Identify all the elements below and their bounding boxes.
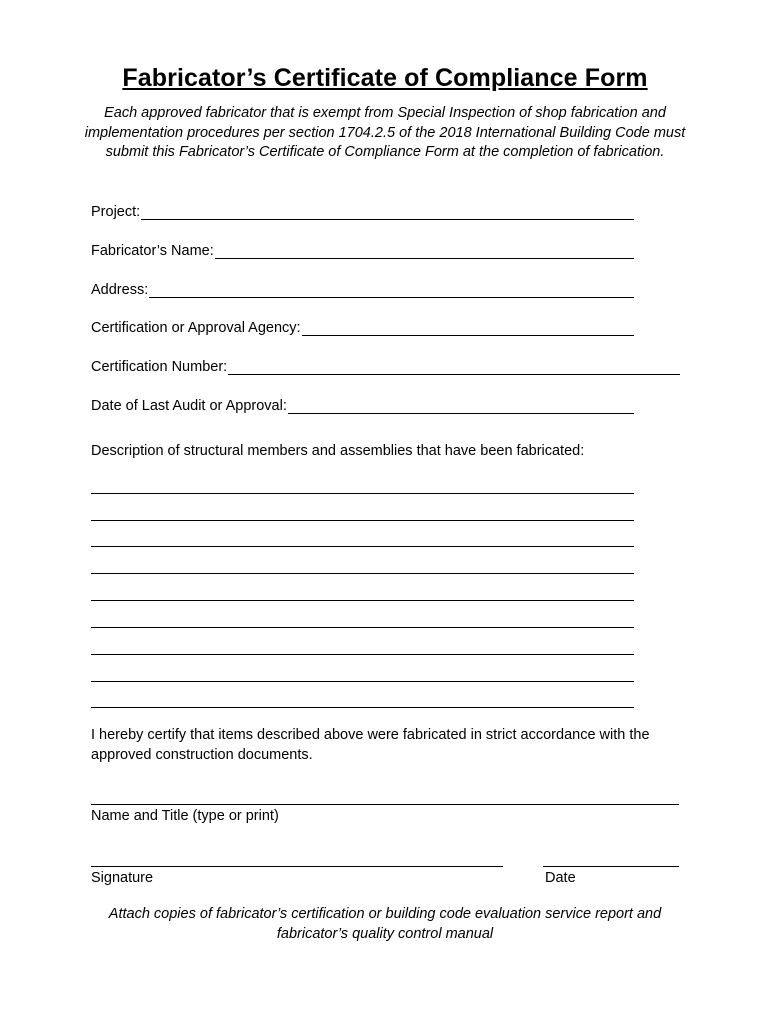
agency-input-line[interactable] — [302, 320, 634, 336]
description-line[interactable] — [91, 546, 634, 547]
attachment-note: Attach copies of fabricator’s certification or building code evaluation service report and fabricator’s quality control manual — [108, 906, 662, 942]
name-title-label: Name and Title (type or print) — [91, 808, 279, 824]
certification-statement: I hereby certify that items described above were fabricated in strict accordance with the approved construction documents. — [91, 727, 650, 763]
project-field[interactable] — [91, 200, 634, 220]
date-label: Date — [545, 870, 576, 886]
address-label: Address: — [91, 282, 149, 298]
audit-date-field[interactable] — [91, 394, 634, 414]
name-title-line[interactable] — [91, 804, 679, 805]
project-label: Project: — [91, 204, 141, 220]
date-line[interactable] — [543, 866, 679, 867]
signature-label: Signature — [91, 870, 154, 886]
description-line[interactable] — [91, 627, 634, 628]
cert-number-label: Certification Number: — [91, 359, 228, 375]
description-line[interactable] — [91, 520, 634, 521]
description-line[interactable] — [91, 600, 634, 601]
project-input-line[interactable] — [141, 204, 634, 220]
agency-field[interactable] — [91, 316, 634, 336]
description-line[interactable] — [91, 654, 634, 655]
address-input-line[interactable] — [149, 282, 634, 298]
cert-number-input-line[interactable] — [228, 359, 680, 375]
fabricator-name-input-line[interactable] — [215, 243, 634, 259]
intro-paragraph: Each approved fabricator that is exempt from Special Inspection of shop fabrication and implementation procedures per section 1704.2.5 of the 2018 International Building Code must submit this Fabricator’s Certificate of Compliance Form at the completion of fabrication. — [84, 105, 686, 160]
page-title: Fabricator’s Certificate of Compliance Form — [122, 64, 648, 92]
address-field[interactable] — [91, 278, 634, 298]
description-line[interactable] — [91, 707, 634, 708]
fabricator-name-label: Fabricator’s Name: — [91, 243, 214, 259]
description-line[interactable] — [91, 681, 634, 682]
cert-number-field[interactable] — [91, 355, 680, 375]
audit-date-label: Date of Last Audit or Approval: — [91, 398, 287, 414]
description-line[interactable] — [91, 493, 634, 494]
fabricator-name-field[interactable] — [91, 239, 634, 259]
description-line[interactable] — [91, 573, 634, 574]
signature-line[interactable] — [91, 866, 503, 867]
audit-date-input-line[interactable] — [288, 398, 634, 414]
agency-label: Certification or Approval Agency: — [91, 320, 301, 336]
description-label: Description of structural members and assemblies that have been fabricated: — [91, 443, 585, 459]
